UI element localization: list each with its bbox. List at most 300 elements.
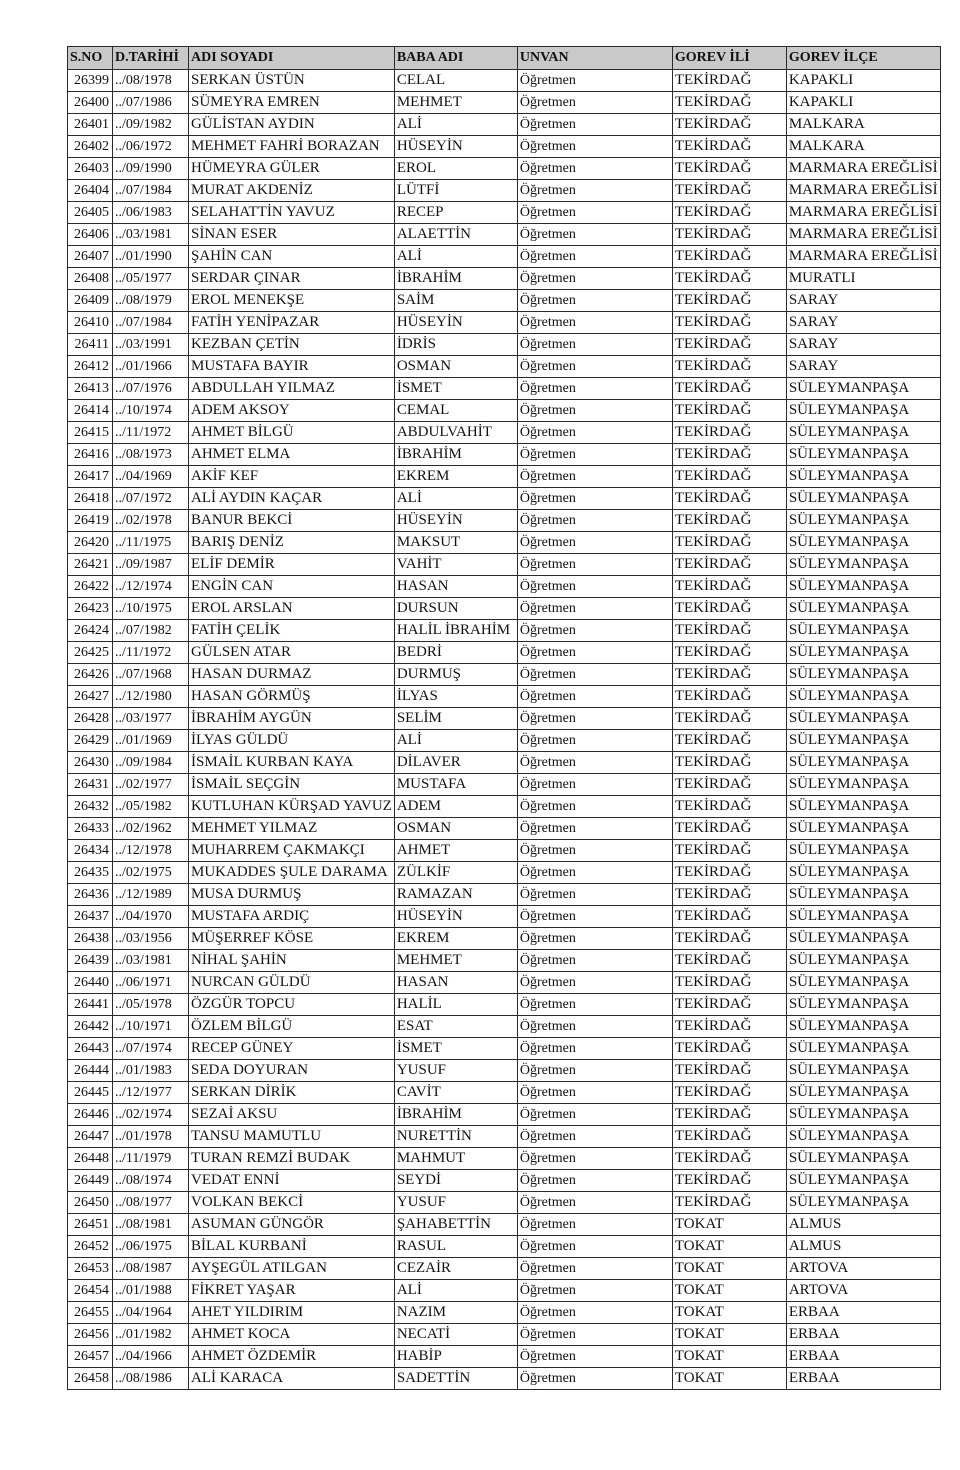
district-cell: SÜLEYMANPAŞA [786,708,940,730]
title-cell: Öğretmen [517,290,672,312]
province-cell: TEKİRDAĞ [672,1038,786,1060]
full-name-cell: MUSA DURMUŞ [189,884,395,906]
full-name-cell: FATİH ÇELİK [189,620,395,642]
title-cell: Öğretmen [517,136,672,158]
district-cell: SÜLEYMANPAŞA [786,1192,940,1214]
title-cell: Öğretmen [517,268,672,290]
sno-cell: 26416 [68,444,113,466]
birth-date-cell: ../11/1975 [113,532,189,554]
header-district: GOREV İLÇE [786,47,940,70]
birth-date-cell: ../01/1988 [113,1280,189,1302]
sno-cell: 26399 [68,70,113,92]
sno-cell: 26419 [68,510,113,532]
table-row [68,1170,941,1192]
table-row [68,1016,941,1038]
full-name-cell: AHMET KOCA [189,1324,395,1346]
district-cell: SÜLEYMANPAŞA [786,1016,940,1038]
full-name-cell: AHMET ELMA [189,444,395,466]
province-cell: TEKİRDAĞ [672,70,786,92]
table-row [68,1236,941,1258]
district-cell: SÜLEYMANPAŞA [786,554,940,576]
full-name-cell: MUSTAFA ARDIÇ [189,906,395,928]
birth-date-cell: ../08/1981 [113,1214,189,1236]
full-name-cell: TURAN REMZİ BUDAK [189,1148,395,1170]
province-cell: TEKİRDAĞ [672,1192,786,1214]
father-name-cell: BEDRİ [394,642,517,664]
province-cell: TEKİRDAĞ [672,136,786,158]
full-name-cell: SERDAR ÇINAR [189,268,395,290]
sno-cell: 26456 [68,1324,113,1346]
district-cell: SÜLEYMANPAŞA [786,444,940,466]
full-name-cell: İBRAHİM AYGÜN [189,708,395,730]
sno-cell: 26400 [68,92,113,114]
full-name-cell: MUSTAFA BAYIR [189,356,395,378]
province-cell: TEKİRDAĞ [672,334,786,356]
province-cell: TEKİRDAĞ [672,1016,786,1038]
province-cell: TOKAT [672,1346,786,1368]
full-name-cell: SEDA DOYURAN [189,1060,395,1082]
sno-cell: 26412 [68,356,113,378]
birth-date-cell: ../02/1977 [113,774,189,796]
birth-date-cell: ../09/1990 [113,158,189,180]
table-row [68,664,941,686]
table-row [68,202,941,224]
father-name-cell: DİLAVER [394,752,517,774]
sno-cell: 26436 [68,884,113,906]
full-name-cell: SİNAN ESER [189,224,395,246]
header-father-name: BABA ADI [394,47,517,70]
sno-cell: 26427 [68,686,113,708]
table-row [68,686,941,708]
district-cell: SÜLEYMANPAŞA [786,1038,940,1060]
table-row [68,1368,941,1390]
birth-date-cell: ../09/1982 [113,114,189,136]
birth-date-cell: ../01/1982 [113,1324,189,1346]
full-name-cell: MUKADDES ŞULE DARAMA [189,862,395,884]
sno-cell: 26434 [68,840,113,862]
table-row [68,1346,941,1368]
full-name-cell: GÜLSEN ATAR [189,642,395,664]
father-name-cell: İLYAS [394,686,517,708]
table-row [68,1192,941,1214]
birth-date-cell: ../08/1973 [113,444,189,466]
sno-cell: 26411 [68,334,113,356]
father-name-cell: CEZAİR [394,1258,517,1280]
title-cell: Öğretmen [517,1368,672,1390]
province-cell: TEKİRDAĞ [672,994,786,1016]
full-name-cell: NURCAN GÜLDÜ [189,972,395,994]
title-cell: Öğretmen [517,180,672,202]
birth-date-cell: ../08/1974 [113,1170,189,1192]
father-name-cell: AHMET [394,840,517,862]
sno-cell: 26446 [68,1104,113,1126]
father-name-cell: ZÜLKİF [394,862,517,884]
father-name-cell: ALİ [394,1280,517,1302]
table-row [68,862,941,884]
full-name-cell: BANUR BEKCİ [189,510,395,532]
birth-date-cell: ../03/1981 [113,224,189,246]
father-name-cell: DURSUN [394,598,517,620]
father-name-cell: HALİL İBRAHİM [394,620,517,642]
full-name-cell: ASUMAN GÜNGÖR [189,1214,395,1236]
full-name-cell: VEDAT ENNİ [189,1170,395,1192]
district-cell: MALKARA [786,136,940,158]
birth-date-cell: ../11/1972 [113,422,189,444]
province-cell: TEKİRDAĞ [672,1104,786,1126]
table-row [68,576,941,598]
birth-date-cell: ../09/1987 [113,554,189,576]
district-cell: KAPAKLI [786,92,940,114]
sno-cell: 26435 [68,862,113,884]
title-cell: Öğretmen [517,1214,672,1236]
title-cell: Öğretmen [517,1324,672,1346]
district-cell: SÜLEYMANPAŞA [786,642,940,664]
sno-cell: 26450 [68,1192,113,1214]
birth-date-cell: ../12/1977 [113,1082,189,1104]
province-cell: TEKİRDAĞ [672,246,786,268]
district-cell: MURATLI [786,268,940,290]
table-row [68,796,941,818]
father-name-cell: YUSUF [394,1060,517,1082]
sno-cell: 26413 [68,378,113,400]
sno-cell: 26437 [68,906,113,928]
full-name-cell: ÖZGÜR TOPCU [189,994,395,1016]
title-cell: Öğretmen [517,862,672,884]
province-cell: TEKİRDAĞ [672,158,786,180]
district-cell: SARAY [786,334,940,356]
district-cell: SÜLEYMANPAŞA [786,664,940,686]
birth-date-cell: ../07/1984 [113,312,189,334]
table-row [68,1126,941,1148]
district-cell: SÜLEYMANPAŞA [786,840,940,862]
father-name-cell: SEYDİ [394,1170,517,1192]
district-cell: SÜLEYMANPAŞA [786,466,940,488]
sno-cell: 26410 [68,312,113,334]
full-name-cell: SEZAİ AKSU [189,1104,395,1126]
father-name-cell: SADETTİN [394,1368,517,1390]
sno-cell: 26438 [68,928,113,950]
title-cell: Öğretmen [517,114,672,136]
full-name-cell: KEZBAN ÇETİN [189,334,395,356]
title-cell: Öğretmen [517,488,672,510]
province-cell: TOKAT [672,1258,786,1280]
sno-cell: 26426 [68,664,113,686]
title-cell: Öğretmen [517,576,672,598]
sno-cell: 26444 [68,1060,113,1082]
full-name-cell: HASAN GÖRMÜŞ [189,686,395,708]
sno-cell: 26421 [68,554,113,576]
province-cell: TEKİRDAĞ [672,818,786,840]
sno-cell: 26414 [68,400,113,422]
full-name-cell: SERKAN DİRİK [189,1082,395,1104]
birth-date-cell: ../08/1977 [113,1192,189,1214]
title-cell: Öğretmen [517,400,672,422]
district-cell: SÜLEYMANPAŞA [786,796,940,818]
title-cell: Öğretmen [517,620,672,642]
table-row [68,1280,941,1302]
district-cell: ALMUS [786,1236,940,1258]
title-cell: Öğretmen [517,950,672,972]
sno-cell: 26402 [68,136,113,158]
father-name-cell: RASUL [394,1236,517,1258]
father-name-cell: HASAN [394,972,517,994]
birth-date-cell: ../01/1990 [113,246,189,268]
birth-date-cell: ../07/1982 [113,620,189,642]
father-name-cell: ALİ [394,114,517,136]
table-body [68,70,941,1390]
province-cell: TEKİRDAĞ [672,774,786,796]
father-name-cell: İSMET [394,378,517,400]
table-row [68,818,941,840]
district-cell: SÜLEYMANPAŞA [786,972,940,994]
birth-date-cell: ../10/1975 [113,598,189,620]
birth-date-cell: ../12/1989 [113,884,189,906]
full-name-cell: RECEP GÜNEY [189,1038,395,1060]
full-name-cell: VOLKAN BEKCİ [189,1192,395,1214]
table-row [68,334,941,356]
father-name-cell: ESAT [394,1016,517,1038]
province-cell: TEKİRDAĞ [672,532,786,554]
table-row [68,1038,941,1060]
title-cell: Öğretmen [517,884,672,906]
sno-cell: 26440 [68,972,113,994]
province-cell: TOKAT [672,1324,786,1346]
province-cell: TOKAT [672,1368,786,1390]
table-row [68,752,941,774]
title-cell: Öğretmen [517,664,672,686]
table-row [68,774,941,796]
table-row [68,906,941,928]
district-cell: MARMARA EREĞLİSİ [786,224,940,246]
full-name-cell: FATİH YENİPAZAR [189,312,395,334]
title-cell: Öğretmen [517,752,672,774]
title-cell: Öğretmen [517,1148,672,1170]
father-name-cell: ADEM [394,796,517,818]
birth-date-cell: ../07/1976 [113,378,189,400]
sno-cell: 26449 [68,1170,113,1192]
sno-cell: 26408 [68,268,113,290]
title-cell: Öğretmen [517,1060,672,1082]
birth-date-cell: ../11/1972 [113,642,189,664]
title-cell: Öğretmen [517,906,672,928]
district-cell: SÜLEYMANPAŞA [786,862,940,884]
table-row [68,268,941,290]
table-row [68,532,941,554]
birth-date-cell: ../01/1978 [113,1126,189,1148]
province-cell: TEKİRDAĞ [672,642,786,664]
district-cell: SÜLEYMANPAŞA [786,510,940,532]
table-row [68,114,941,136]
birth-date-cell: ../04/1970 [113,906,189,928]
full-name-cell: EROL ARSLAN [189,598,395,620]
province-cell: TEKİRDAĞ [672,378,786,400]
district-cell: SÜLEYMANPAŞA [786,1060,940,1082]
title-cell: Öğretmen [517,158,672,180]
sno-cell: 26415 [68,422,113,444]
province-cell: TEKİRDAĞ [672,356,786,378]
sno-cell: 26453 [68,1258,113,1280]
table-row [68,730,941,752]
birth-date-cell: ../07/1974 [113,1038,189,1060]
father-name-cell: HÜSEYİN [394,136,517,158]
province-cell: TOKAT [672,1280,786,1302]
district-cell: SÜLEYMANPAŞA [786,818,940,840]
district-cell: ERBAA [786,1368,940,1390]
table-row [68,884,941,906]
province-cell: TEKİRDAĞ [672,972,786,994]
father-name-cell: MAHMUT [394,1148,517,1170]
birth-date-cell: ../07/1986 [113,92,189,114]
district-cell: ARTOVA [786,1280,940,1302]
father-name-cell: NAZIM [394,1302,517,1324]
province-cell: TEKİRDAĞ [672,752,786,774]
title-cell: Öğretmen [517,532,672,554]
father-name-cell: RECEP [394,202,517,224]
district-cell: SÜLEYMANPAŞA [786,730,940,752]
father-name-cell: İDRİS [394,334,517,356]
title-cell: Öğretmen [517,510,672,532]
father-name-cell: VAHİT [394,554,517,576]
father-name-cell: ALİ [394,246,517,268]
title-cell: Öğretmen [517,422,672,444]
district-cell: SÜLEYMANPAŞA [786,620,940,642]
sno-cell: 26428 [68,708,113,730]
district-cell: MARMARA EREĞLİSİ [786,180,940,202]
father-name-cell: NECATİ [394,1324,517,1346]
personnel-table [67,46,941,1390]
province-cell: TEKİRDAĞ [672,708,786,730]
table-row [68,70,941,92]
district-cell: SÜLEYMANPAŞA [786,1170,940,1192]
father-name-cell: ALAETTİN [394,224,517,246]
father-name-cell: HASAN [394,576,517,598]
district-cell: MARMARA EREĞLİSİ [786,202,940,224]
title-cell: Öğretmen [517,1126,672,1148]
birth-date-cell: ../10/1971 [113,1016,189,1038]
birth-date-cell: ../02/1962 [113,818,189,840]
province-cell: TEKİRDAĞ [672,730,786,752]
birth-date-cell: ../05/1977 [113,268,189,290]
table-row [68,554,941,576]
father-name-cell: LÜTFİ [394,180,517,202]
district-cell: SÜLEYMANPAŞA [786,1104,940,1126]
district-cell: SÜLEYMANPAŞA [786,928,940,950]
birth-date-cell: ../01/1983 [113,1060,189,1082]
district-cell: SÜLEYMANPAŞA [786,422,940,444]
title-cell: Öğretmen [517,1258,672,1280]
table-row [68,642,941,664]
sno-cell: 26433 [68,818,113,840]
province-cell: TEKİRDAĞ [672,268,786,290]
full-name-cell: KUTLUHAN KÜRŞAD YAVUZ [189,796,395,818]
province-cell: TEKİRDAĞ [672,202,786,224]
father-name-cell: SELİM [394,708,517,730]
district-cell: MARMARA EREĞLİSİ [786,246,940,268]
father-name-cell: ALİ [394,488,517,510]
title-cell: Öğretmen [517,1016,672,1038]
province-cell: TEKİRDAĞ [672,510,786,532]
table-row [68,950,941,972]
father-name-cell: MAKSUT [394,532,517,554]
father-name-cell: İBRAHİM [394,1104,517,1126]
district-cell: SÜLEYMANPAŞA [786,532,940,554]
province-cell: TEKİRDAĞ [672,554,786,576]
table-row [68,378,941,400]
full-name-cell: BARIŞ DENİZ [189,532,395,554]
title-cell: Öğretmen [517,598,672,620]
province-cell: TEKİRDAĞ [672,620,786,642]
table-row [68,1082,941,1104]
sno-cell: 26451 [68,1214,113,1236]
province-cell: TEKİRDAĞ [672,1082,786,1104]
father-name-cell: SAİM [394,290,517,312]
father-name-cell: ŞAHABETTİN [394,1214,517,1236]
table-row [68,290,941,312]
full-name-cell: BİLAL KURBANİ [189,1236,395,1258]
full-name-cell: FİKRET YAŞAR [189,1280,395,1302]
header-birth-date: D.TARİHİ [113,47,189,70]
title-cell: Öğretmen [517,466,672,488]
table-row [68,224,941,246]
full-name-cell: AHMET BİLGÜ [189,422,395,444]
province-cell: TEKİRDAĞ [672,884,786,906]
title-cell: Öğretmen [517,312,672,334]
father-name-cell: MUSTAFA [394,774,517,796]
sno-cell: 26452 [68,1236,113,1258]
full-name-cell: HÜMEYRA GÜLER [189,158,395,180]
province-cell: TEKİRDAĞ [672,180,786,202]
full-name-cell: ÖZLEM BİLGÜ [189,1016,395,1038]
full-name-cell: MEHMET YILMAZ [189,818,395,840]
father-name-cell: HABİP [394,1346,517,1368]
sno-cell: 26425 [68,642,113,664]
father-name-cell: ALİ [394,730,517,752]
full-name-cell: ALİ AYDIN KAÇAR [189,488,395,510]
province-cell: TEKİRDAĞ [672,686,786,708]
full-name-cell: AHET YILDIRIM [189,1302,395,1324]
father-name-cell: RAMAZAN [394,884,517,906]
sno-cell: 26454 [68,1280,113,1302]
district-cell: ARTOVA [786,1258,940,1280]
full-name-cell: ALİ KARACA [189,1368,395,1390]
birth-date-cell: ../05/1982 [113,796,189,818]
title-cell: Öğretmen [517,994,672,1016]
father-name-cell: İBRAHİM [394,268,517,290]
title-cell: Öğretmen [517,356,672,378]
full-name-cell: TANSU MAMUTLU [189,1126,395,1148]
table-row [68,466,941,488]
birth-date-cell: ../01/1969 [113,730,189,752]
district-cell: ERBAA [786,1324,940,1346]
father-name-cell: OSMAN [394,356,517,378]
province-cell: TEKİRDAĞ [672,422,786,444]
title-cell: Öğretmen [517,1192,672,1214]
table-row [68,158,941,180]
birth-date-cell: ../09/1984 [113,752,189,774]
table-row [68,400,941,422]
birth-date-cell: ../04/1966 [113,1346,189,1368]
province-cell: TEKİRDAĞ [672,862,786,884]
district-cell: MARMARA EREĞLİSİ [786,158,940,180]
sno-cell: 26418 [68,488,113,510]
title-cell: Öğretmen [517,1280,672,1302]
title-cell: Öğretmen [517,246,672,268]
table-row [68,1258,941,1280]
birth-date-cell: ../06/1972 [113,136,189,158]
province-cell: TEKİRDAĞ [672,1148,786,1170]
district-cell: SÜLEYMANPAŞA [786,906,940,928]
title-cell: Öğretmen [517,224,672,246]
